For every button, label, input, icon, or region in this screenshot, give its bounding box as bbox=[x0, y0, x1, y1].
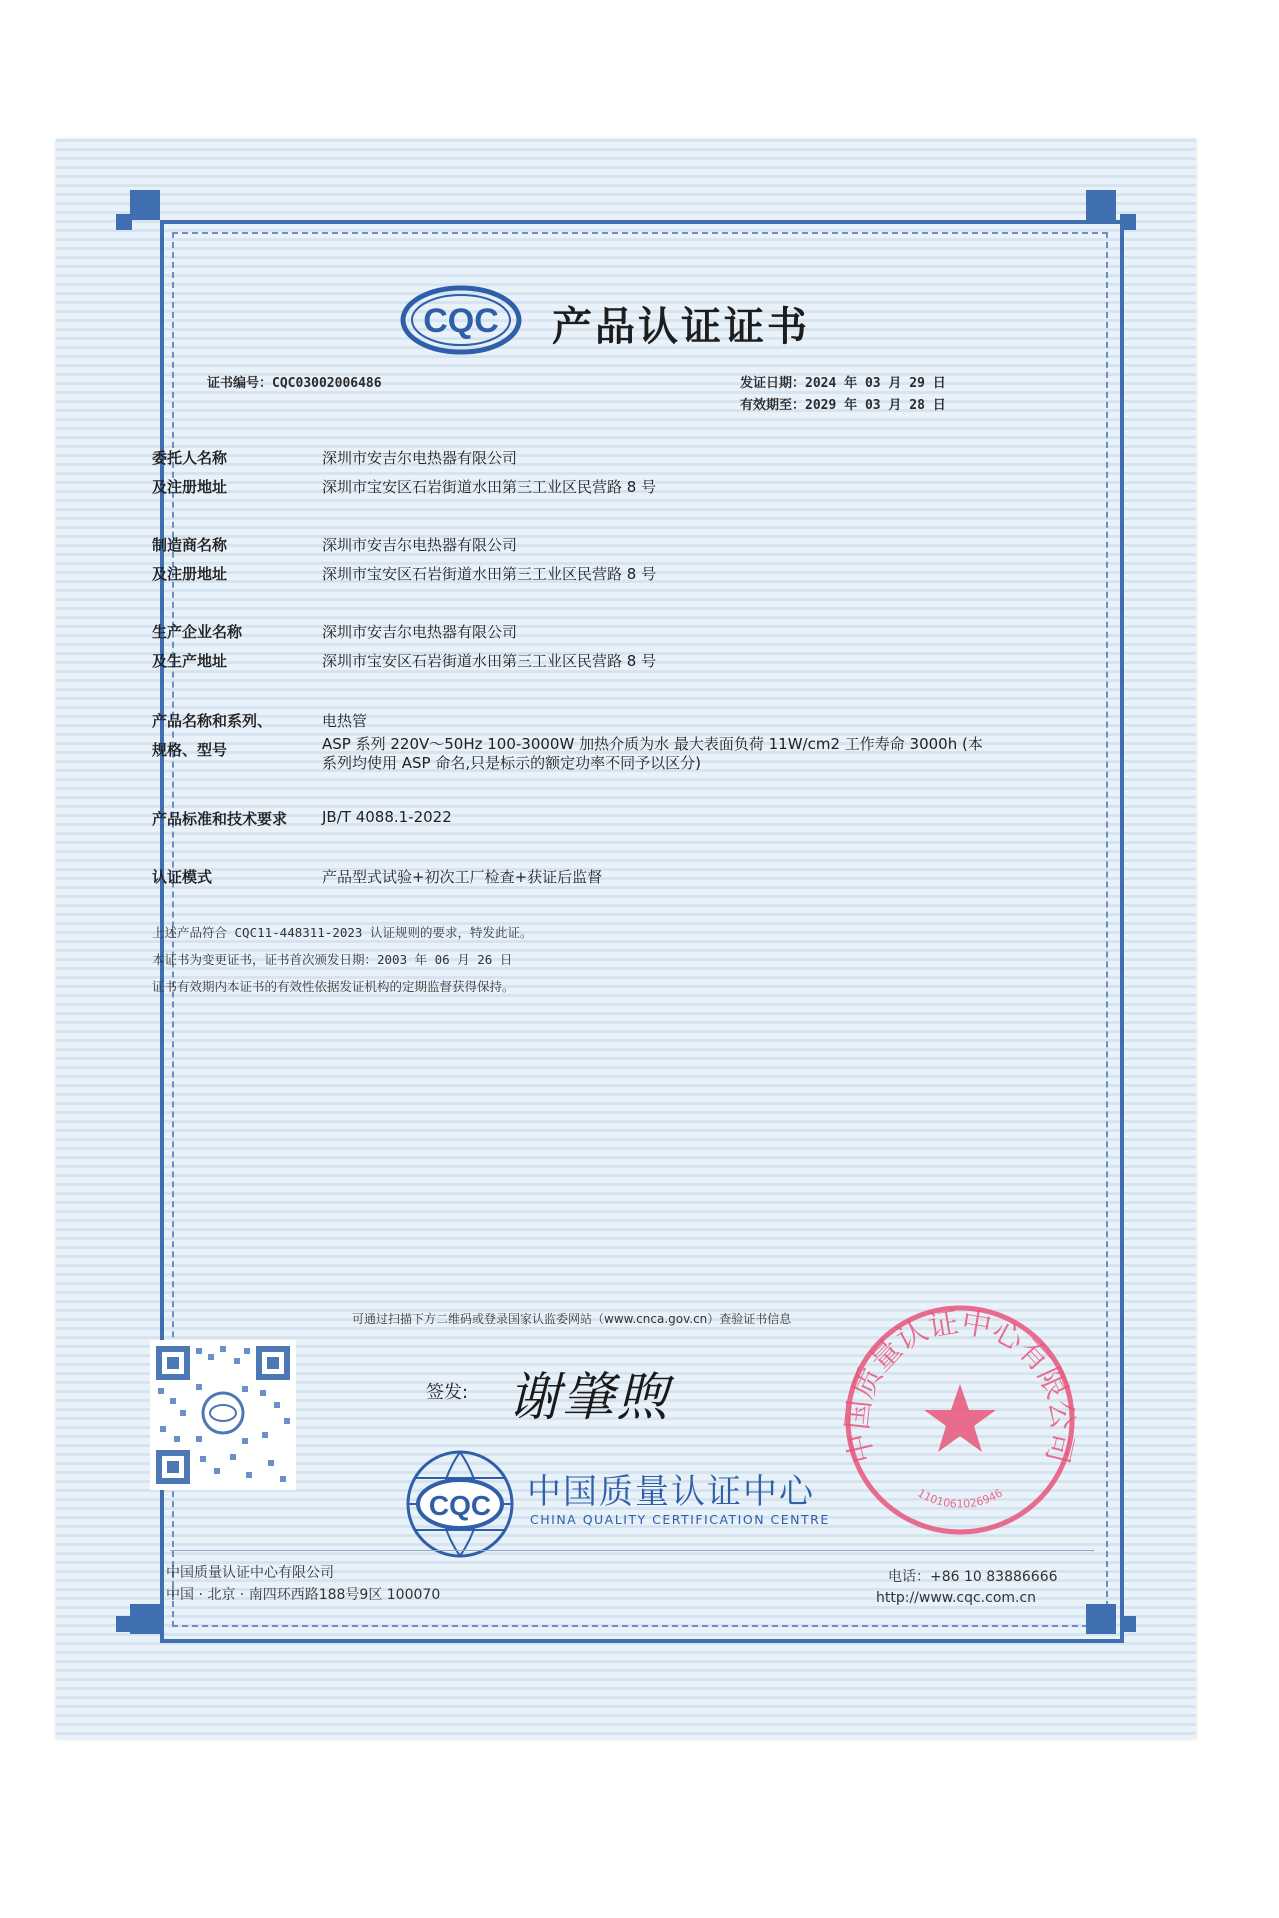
factory-address-label: 及生产地址 bbox=[152, 652, 228, 670]
corner-ornament bbox=[1086, 190, 1116, 220]
manufacturer-name: 深圳市安吉尔电热器有限公司 bbox=[322, 536, 518, 554]
product-spec-line1: ASP 系列 220V～50Hz 100-3000W 加热介质为水 最大表面负荷 11W/cm2 工作寿命 3000h (本 bbox=[322, 735, 983, 753]
corner-ornament bbox=[1120, 214, 1136, 230]
corner-ornament bbox=[116, 214, 132, 230]
standard-label: 产品标准和技术要求 bbox=[152, 810, 288, 828]
factory-name: 深圳市安吉尔电热器有限公司 bbox=[322, 623, 518, 641]
product-spec-line2: 系列均使用 ASP 命名,只是标示的额定功率不同予以区分) bbox=[322, 754, 701, 772]
note-line: 本证书为变更证书，证书首次颁发日期：2003 年 06 月 26 日 bbox=[152, 952, 513, 967]
applicant-address-label: 及注册地址 bbox=[152, 478, 228, 496]
applicant-address: 深圳市宝安区石岩街道水田第三工业区民营路 8 号 bbox=[322, 478, 657, 496]
qr-verification-hint: 可通过扫描下方二维码或登录国家认监委网站（www.cnca.gov.cn）查验证书信息 bbox=[352, 1312, 792, 1326]
qr-code bbox=[150, 1340, 296, 1490]
product-spec-label: 规格、型号 bbox=[152, 741, 228, 759]
footer-address: 中国 · 北京 · 南四环西路188号9区 100070 bbox=[166, 1587, 441, 1603]
expiry-date: 有效期至：2029 年 03 月 28 日 bbox=[740, 398, 946, 413]
standard-value: JB/T 4088.1-2022 bbox=[322, 808, 452, 826]
seal-text: 中国质量认证中心有限公司 bbox=[842, 1305, 1078, 1467]
mode-label: 认证模式 bbox=[152, 868, 213, 886]
signed-by-label: 签发: bbox=[426, 1382, 469, 1403]
footer-website: http://www.cqc.com.cn bbox=[876, 1590, 1037, 1606]
mode-value: 产品型式试验+初次工厂检查+获证后监督 bbox=[322, 868, 603, 886]
svg-text:CQC: CQC bbox=[428, 1490, 492, 1521]
product-name: 电热管 bbox=[322, 712, 368, 730]
logo-text: CQC bbox=[423, 302, 499, 340]
factory-address: 深圳市宝安区石岩街道水田第三工业区民营路 8 号 bbox=[322, 652, 657, 670]
issue-date: 发证日期：2024 年 03 月 29 日 bbox=[740, 376, 946, 391]
manufacturer-address-label: 及注册地址 bbox=[152, 565, 228, 583]
corner-ornament bbox=[130, 190, 160, 220]
certificate-number: 证书编号：CQC03002006486 bbox=[207, 376, 382, 391]
org-name-cn: 中国质量认证中心 bbox=[527, 1472, 815, 1512]
footer-phone: 电话：+86 10 83886666 bbox=[888, 1569, 1058, 1585]
factory-label: 生产企业名称 bbox=[152, 623, 243, 641]
corner-ornament bbox=[116, 1616, 132, 1632]
cqc-logo bbox=[400, 285, 522, 355]
footer-company: 中国质量认证中心有限公司 bbox=[166, 1565, 334, 1581]
footer-divider bbox=[170, 1550, 1094, 1552]
manufacturer-label: 制造商名称 bbox=[152, 536, 228, 554]
seal-number: 1101061026946 bbox=[915, 1486, 1005, 1511]
svg-text:1101061026946 bbox=[915, 1486, 1005, 1510]
manufacturer-address: 深圳市宝安区石岩街道水田第三工业区民营路 8 号 bbox=[322, 565, 657, 583]
note-line: 上述产品符合 CQC11-448311-2023 认证规则的要求，特发此证。 bbox=[152, 925, 533, 940]
applicant-name: 深圳市安吉尔电热器有限公司 bbox=[322, 449, 518, 467]
signature: 谢肇煦 bbox=[508, 1368, 671, 1428]
applicant-label: 委托人名称 bbox=[152, 449, 228, 467]
official-seal bbox=[842, 1302, 1078, 1538]
product-label: 产品名称和系列、 bbox=[152, 712, 273, 730]
corner-ornament bbox=[1086, 1604, 1116, 1634]
certificate-title: 产品认证证书 bbox=[552, 304, 810, 350]
org-name-en: CHINA QUALITY CERTIFICATION CENTRE bbox=[530, 1512, 830, 1527]
cqc-globe-logo bbox=[404, 1448, 516, 1560]
note-line: 证书有效期内本证书的有效性依据发证机构的定期监督获得保持。 bbox=[152, 979, 515, 994]
corner-ornament bbox=[1120, 1616, 1136, 1632]
corner-ornament bbox=[130, 1604, 160, 1634]
